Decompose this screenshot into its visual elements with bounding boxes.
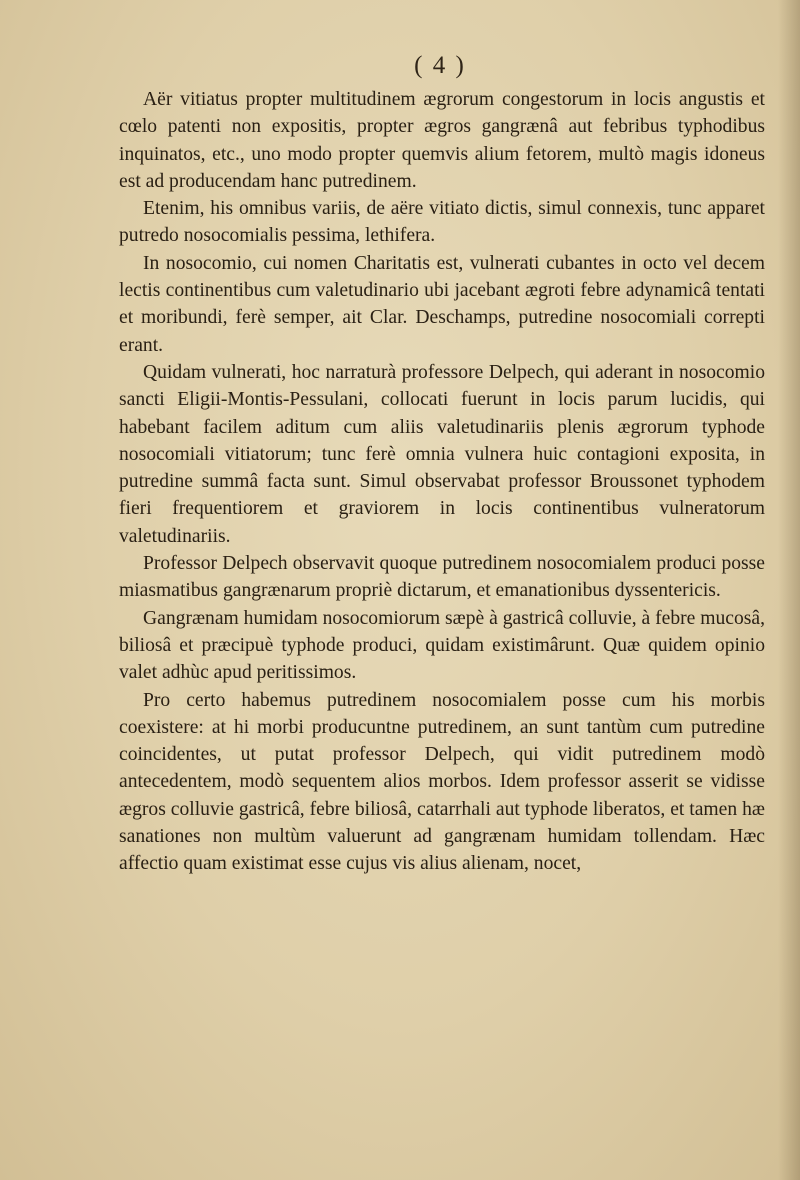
paragraph-7: Pro certo habemus putredinem nosocomialem posse cum his morbis coexistere: at hi morbi producuntne putredinem, an sunt tantùm cum putredine coincidentes, ut putat professor Delpech, qui vidit putredinem modò antecedentem, modò sequentem alios morbos. Idem professor asserit se vidisse ægros colluvie gastricâ, febre biliosâ, catarrhali aut typhode liberatos, et tamen hæ sanationes non multùm valuerunt ad gangrænam humidam tollendam. Hæc affectio quam existimat esse cujus vis alius alienam, nocet,	[119, 689, 765, 875]
paragraph-3: In nosocomio, cui nomen Charitatis est, vulnerati cubantes in octo vel decem lectis continentibus cum valetudinario ubi jacebant ægroti febre adynamicâ tentati et moribundi, ferè semper, ait Clar. Deschamps, putredine nosocomiali correpti erant.	[119, 252, 765, 356]
paragraph-2: Etenim, his omnibus variis, de aëre vitiato dictis, simul connexis, tunc apparet putredo nosocomialis pessima, lethifera.	[119, 198, 765, 247]
body-text	[119, 86, 765, 878]
paragraph-1: Aër vitiatus propter multitudinem ægrorum congestorum in locis angustis et cœlo patenti non expositis, propter ægros gangrænâ aut febribus typhodibus inquinatos, etc., uno modo propter quemvis alium fetorem, multò magis idoneus est ad producendam hanc putredinem.	[119, 89, 765, 192]
page-edge-shadow	[778, 0, 800, 1180]
paragraph-5: Professor Delpech observavit quoque putredinem nosocomialem produci posse miasmatibus gangrænarum propriè dictarum, et emanationibus dyssentericis.	[119, 553, 765, 602]
paragraph-6: Gangrænam humidam nosocomiorum sæpè à gastricâ colluvie, à febre mucosâ, biliosâ et præcipuè typhode produci, quidam existimârunt. Quæ quidem opinio valet adhùc apud peritissimos.	[119, 607, 765, 684]
paragraph-4: Quidam vulnerati, hoc narraturà professore Delpech, qui aderant in nosocomio sancti Eligii-Montis-Pessulani, collocati fuerunt in locis parum lucidis, qui habebant facilem aditum cum aliis valetudinariis plenis ægrorum typhode nosocomiali vitiatorum; tunc ferè omnia vulnera huic contagioni exposita, in putredine summâ facta sunt. Simul observabat professor Broussonet typhodem fieri frequentiorem et graviorem in locis continentibus vulneratorum valetudinariis.	[119, 361, 765, 547]
page-number: ( 4 )	[414, 52, 466, 79]
